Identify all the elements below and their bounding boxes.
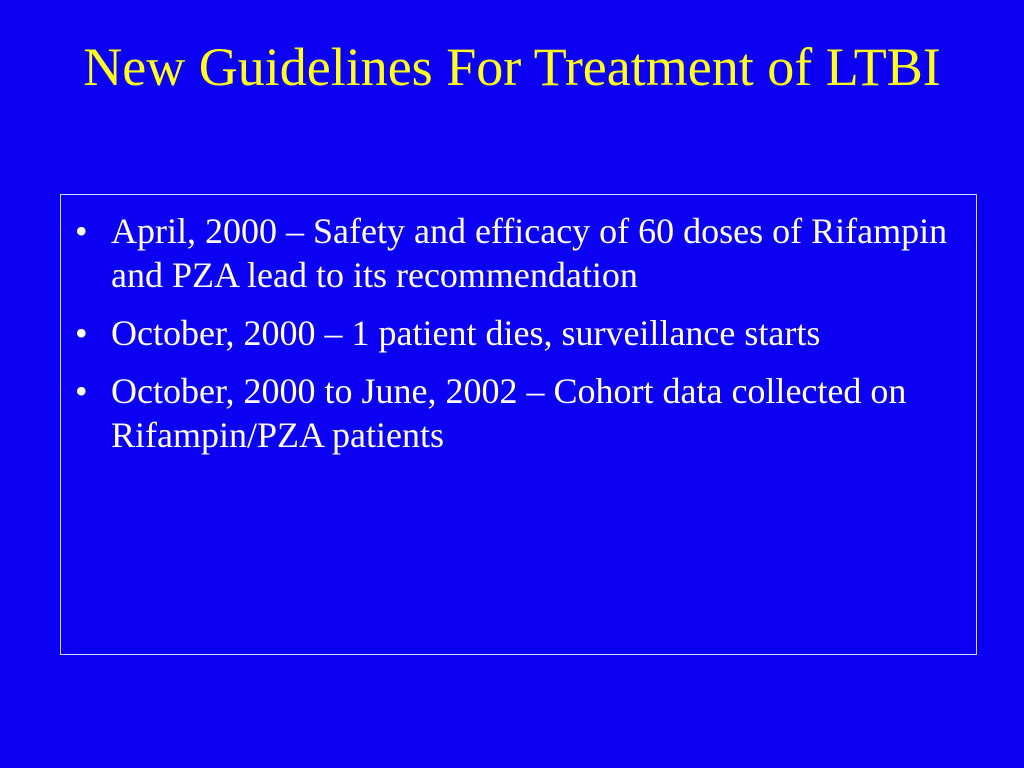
bullet-icon: • — [75, 211, 88, 251]
bullet-icon: • — [75, 313, 88, 353]
content-box — [60, 194, 977, 655]
bullet-item — [75, 369, 955, 457]
bullet-item — [75, 209, 955, 297]
slide-title: New Guidelines For Treatment of LTBI — [83, 37, 941, 97]
bullet-item — [75, 311, 955, 355]
bullet-text: April, 2000 – Safety and efficacy of 60 doses of Rifampin and PZA lead to its recommendation — [111, 211, 948, 295]
bullet-text: October, 2000 to June, 2002 – Cohort data collected on Rifampin/PZA patients — [111, 371, 907, 455]
bullet-list — [75, 209, 955, 471]
bullet-icon: • — [75, 371, 88, 411]
bullet-text: October, 2000 – 1 patient dies, surveillance starts — [111, 313, 821, 353]
